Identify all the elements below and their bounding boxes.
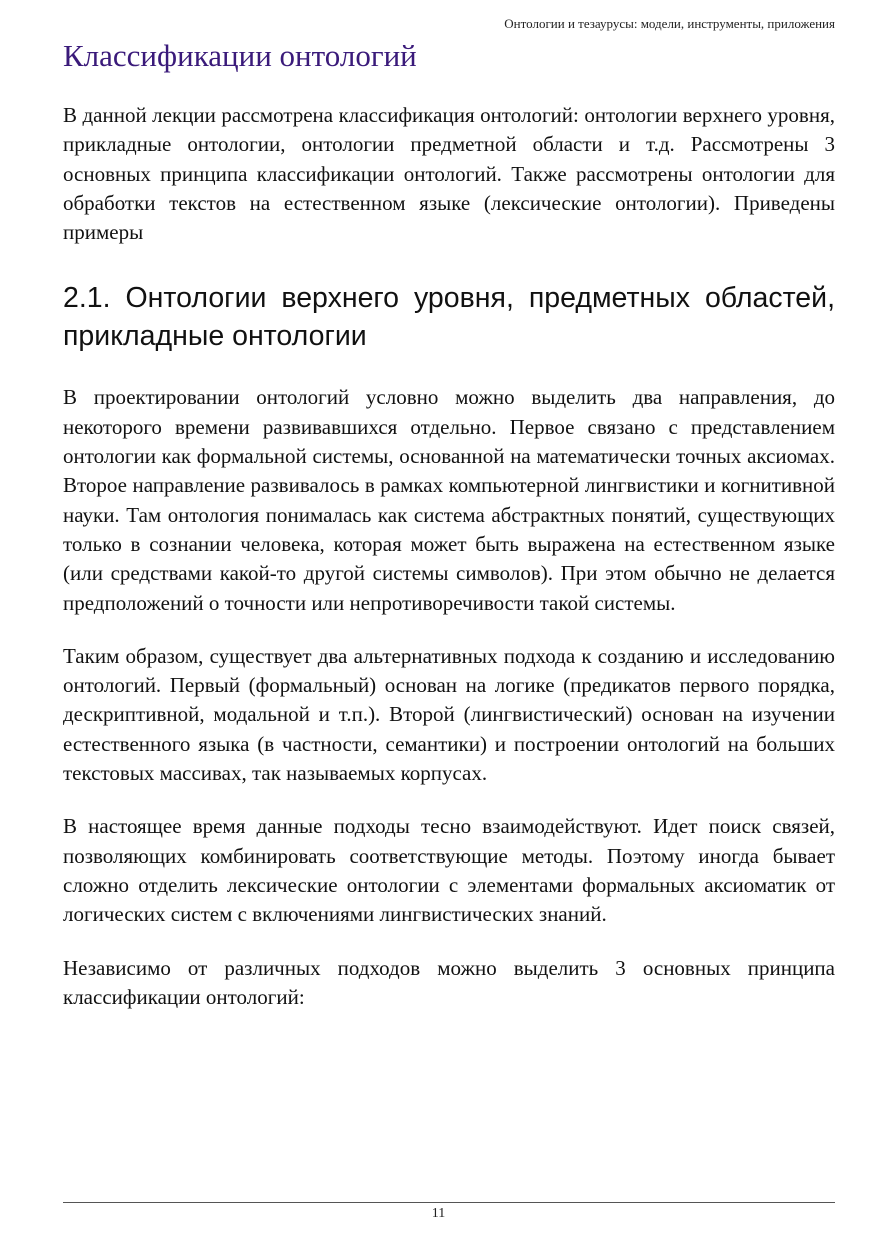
body-paragraph: Таким образом, существует два альтернативных подхода к созданию и исследованию онтологий. Первый (формальный) основан на логике (предикатов первого порядка, дескриптивной, модальной и т.п.). Второй (лингвистический) основан на изучении естественного языка (в частности, семантики) и построении онтологий на больших текстовых массивах, так называемых корпусах. [63, 643, 835, 786]
body-paragraph: В проектировании онтологий условно можно выделить два направления, до некоторого времени развивавшихся отдельно. Первое связано с представлением онтологии как формальной системы, основанной на математически точных аксиомах. Второе направление развивалось в рамках компьютерной лингвистики и когнитивной науки. Там онтология понималась как система абстрактных понятий, существующих только в сознании человека, которая может быть выражена на естественном языке (или средствами какой-то другой системы символов). При этом обычно не делается предположений о точности или непротиворечивости такой системы. [63, 385, 835, 615]
chapter-abstract: В данной лекции рассмотрена классификация онтологий: онтологии верхнего уровня, прикладные онтологии, онтологии предметной области и т.д. Рассмотрены 3 основных принципа классификации онтологий. Также рассмотрены онтологии для обработки текстов на естественном языке (лексические онтологии). Приведены примеры [63, 103, 835, 245]
chapter-title: Классификации онтологий [63, 38, 417, 73]
section-title: Онтологии верхнего уровня, предметных областей, прикладные онтологии [63, 282, 835, 353]
page-content [63, 36, 835, 1012]
body-paragraph: Независимо от различных подходов можно выделить 3 основных принципа классификации онтологий: [63, 955, 835, 1009]
running-header: Онтологии и тезаурусы: модели, инструменты, приложения [504, 16, 835, 31]
body-paragraph: В настоящее время данные подходы тесно взаимодействуют. Идет поиск связей, позволяющих комбинировать соответствующие методы. Поэтому иногда бывает сложно отделить лексические онтологии с элементами формальных аксиоматик от логических систем с включениями лингвистических знаний. [63, 814, 835, 927]
section-heading [63, 279, 835, 355]
section-number: 2.1. [63, 282, 111, 315]
footer-divider [63, 1202, 835, 1203]
page-number: 11 [431, 1206, 446, 1221]
